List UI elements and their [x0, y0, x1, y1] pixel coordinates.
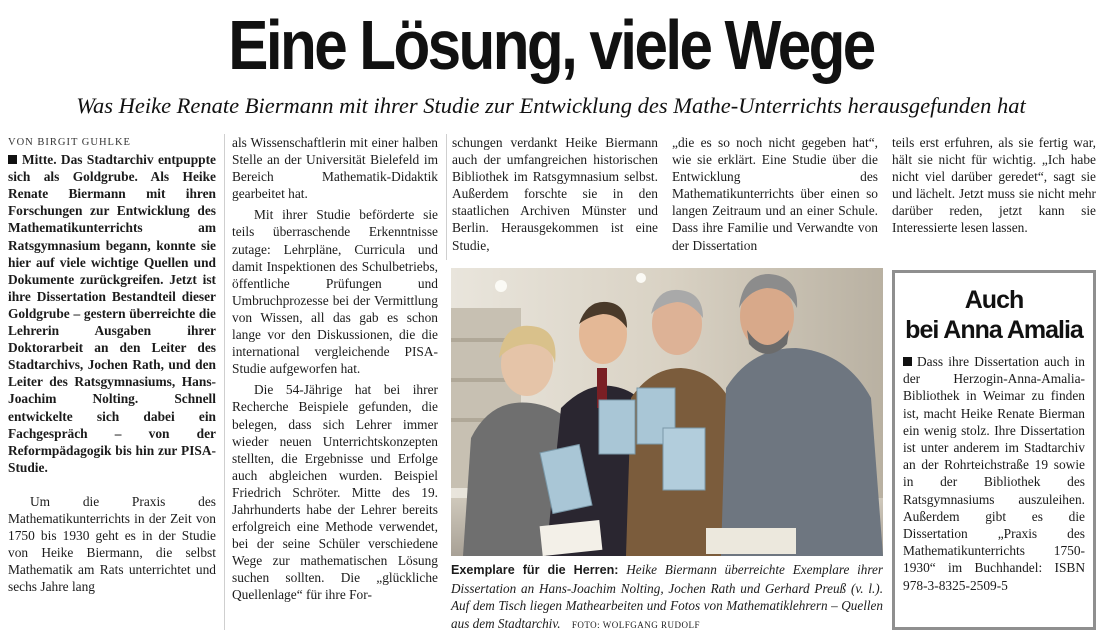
- info-box-title-line-2: bei Anna Amalia: [905, 316, 1083, 344]
- article-column-1: [8, 134, 216, 595]
- headline: Eine Lösung, viele Wege: [228, 6, 874, 84]
- body-paragraph: „die es so noch nicht gegeben hat“, wie sie erklärt. Eine Studie über die Entwicklung des Mathematikunterrichts über einen so langen Zeitraum und an einer Schule. Dass ihre Familie und Verwandte von der Dissertation: [672, 135, 878, 253]
- info-box-body: Dass ihre Dissertation auch in der Herzogin-Anna-Amalia-Bibliothek in Weimar zu finden ist, macht Heike Renate Bierman ein wenig stolz. Ihre Dissertation ist unter anderem im Stadtarchiv an der Rohrteichstraße 19 sowie in der Bibliothek des Ratsgymnasiums auszuleihen. Außerdem gibt es die Dissertation „Praxis des Mathematikunterrichts 1750-1930“ im Buchhandel: ISBN 978-3-8325-2509-5: [903, 354, 1085, 593]
- article-photo: [451, 268, 883, 556]
- body-paragraph: schungen verdankt Heike Biermann auch der umfangreichen historischen Bibliothek im Ratsgymnasium selbst. Außerdem forschte sie in den staatlichen Archiven Münster und Berlin. Herausgekommen ist eine Studie,: [452, 135, 658, 253]
- photo-credit: FOTO: WOLFGANG RUDOLF: [571, 619, 700, 630]
- body-paragraph: teils erst erfuhren, als sie fertig war, hält sie nicht für wichtig. „Ich habe nicht viel darüber geredet“, sagt sie und lächelt. Jetzt muss sie nicht mehr darüber reden, jetzt kann sie Interessierte lesen lassen.: [892, 135, 1096, 236]
- caption-label: Exemplare für die Herren:: [451, 563, 619, 577]
- column-divider: [446, 134, 447, 260]
- body-paragraph: als Wissenschaftlerin mit einer halben Stelle an der Universität Bielefeld im Bereich Mathematik-Didaktik gearbeitet hat.: [232, 135, 438, 202]
- column-divider: [224, 134, 225, 630]
- byline: VON BIRGIT GUHLKE: [8, 137, 131, 148]
- body-paragraph: Die 54-Jährige hat bei ihrer Recherche Beispiele gefunden, die belegen, dass sich Lehrer immer wieder neuen Unterrichtskonzepten stellten, die Ergebnisse und Erfolge auch abgleichen wurden. Beispiel Friedrich Schröter. Mitte des 19. Jahrhunderts habe der Lehrer bereits erfolgreich eine Methode verwendet, bei der seine Schüler verschiedene Wege zur mathematischen Lösung suchen sollten. Die „glückliche Quellenlage“ für ihre For-: [232, 382, 438, 603]
- info-box-title-line-1: Auch: [964, 286, 1024, 314]
- caption-text: Heike Biermann überreichte Exemplare ihrer Dissertation an Hans-Joachim Nolting, Jochen Rath und Gerhard Preuß (v. l.). Auf dem Tisch liegen Mathearbeiten und Fotos von Mathematiklehrern – Quellen aus dem Stadtarchiv.: [451, 562, 884, 631]
- lead-paragraph: Mitte. Das Stadtarchiv entpuppte sich als Goldgrube. Als Heike Renate Biermann mit ihren Forschungen zur Entwicklung des Mathematikunterrichts am Ratsgymnasium begann, konnte sie hier auf viele wichtige Quellen und Dokumente zurückgreifen. Jetzt ist ihre Dissertation Bestandteil dieser Goldgrube – gestern überreichte die Lehrerin Ausgaben ihrer Doktorarbeit an den Leiter des Stadtarchivs, Jochen Rath, und den Leiter des Ratsgymnasiums, Hans-Joachim Nolting. Schnell entwickelte sich dabei ein Fachgespräch – von der Reformpädagogik bis hin zur PISA-Studie.: [8, 152, 216, 475]
- subheadline: Was Heike Renate Biermann mit ihrer Studie zur Entwicklung des Mathe-Unterrichts herausgefunden hat: [76, 93, 1026, 118]
- photo-caption: [451, 561, 883, 634]
- article-column-2: [232, 134, 438, 604]
- article-column-4: [672, 134, 878, 254]
- article-column-5: [892, 134, 1096, 237]
- bullet-square-icon: [903, 357, 912, 366]
- article-column-3: [452, 134, 658, 254]
- bullet-square-icon: [8, 155, 17, 164]
- body-paragraph: Mit ihrer Studie beförderte sie teils überraschende Erkenntnisse zutage: Lehrpläne, Curricula und damit Inspektionen des Schulbetriebs, öffentliche Prüfungen und Umbruchprozesse bei der Vermittlung von Wissen, all das gab es schon lange vor den Diskussionen, die die international vergleichende PISA-Studie aufgeworfen hat.: [232, 207, 438, 377]
- info-box-title: [895, 285, 1093, 345]
- body-paragraph: Um die Praxis des Mathematikunterrichts in der Zeit von 1750 bis 1930 geht es in der Studie von Heike Biermann, die selbst Mathematik am Rats unterrichtet und sechs Jahre lang: [8, 493, 216, 595]
- info-box: [892, 270, 1096, 630]
